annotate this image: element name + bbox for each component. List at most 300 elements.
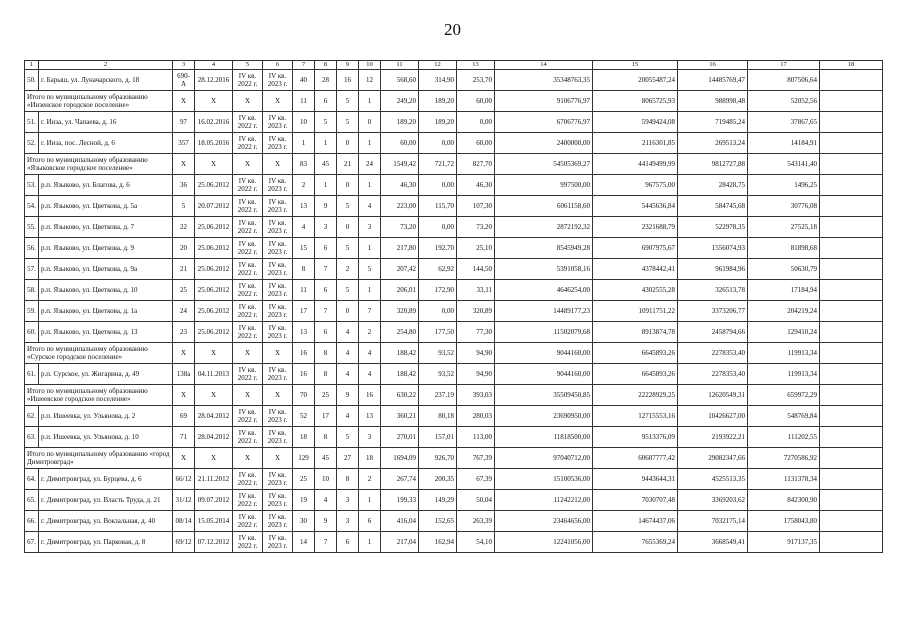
cell-col-5: IV кв. 2022 г. — [233, 427, 263, 448]
cell-col-15: 2321688,79 — [593, 217, 678, 238]
cell-col-14: 14489177,23 — [495, 301, 593, 322]
column-number-17: 17 — [748, 61, 820, 70]
cell-col-10: 1 — [359, 175, 381, 196]
cell-col-14: 54505369,27 — [495, 154, 593, 175]
row-number: 59. — [25, 301, 39, 322]
cell-col-3: 69/12 — [173, 532, 195, 553]
address-cell: р.п. Языково, ул. Цветкова, д. 10 — [39, 280, 173, 301]
cell-col-18 — [820, 196, 883, 217]
cell-col-9: 16 — [337, 70, 359, 91]
cell-col-15: 9443644,31 — [593, 469, 678, 490]
cell-col-3: 31/12 — [173, 490, 195, 511]
cell-col-8: 28 — [315, 70, 337, 91]
cell-col-10: 1 — [359, 238, 381, 259]
cell-col-10: 2 — [359, 469, 381, 490]
cell-col-3: X — [173, 91, 195, 112]
cell-col-7: 4 — [293, 217, 315, 238]
cell-col-4: X — [195, 385, 233, 406]
cell-col-16: 2278353,40 — [678, 343, 748, 364]
cell-col-9: 4 — [337, 343, 359, 364]
cell-col-13: 77,30 — [457, 322, 495, 343]
cell-col-7: 13 — [293, 322, 315, 343]
cell-col-14: 11502079,68 — [495, 322, 593, 343]
cell-col-9: 0 — [337, 133, 359, 154]
cell-col-5: IV кв. 2022 г. — [233, 490, 263, 511]
cell-col-6: IV кв. 2023 г. — [263, 490, 293, 511]
cell-col-6: IV кв. 2023 г. — [263, 238, 293, 259]
cell-col-12: 149,29 — [419, 490, 457, 511]
cell-col-15: 8913874,78 — [593, 322, 678, 343]
cell-col-15: 6645893,26 — [593, 343, 678, 364]
cell-col-17: 27525,18 — [748, 217, 820, 238]
address-cell: р.п. Языково, ул. Цветкова, д. 5а — [39, 196, 173, 217]
cell-col-15: 4302555,28 — [593, 280, 678, 301]
cell-col-10: 3 — [359, 427, 381, 448]
cell-col-15: 7030707,48 — [593, 490, 678, 511]
cell-col-17: 52052,56 — [748, 91, 820, 112]
cell-col-10: 0 — [359, 112, 381, 133]
cell-col-5: IV кв. 2022 г. — [233, 280, 263, 301]
cell-col-6: IV кв. 2023 г. — [263, 322, 293, 343]
cell-col-13: 60,00 — [457, 91, 495, 112]
cell-col-4: X — [195, 343, 233, 364]
row-number: 57. — [25, 259, 39, 280]
cell-col-8: 45 — [315, 154, 337, 175]
cell-col-13: 393,03 — [457, 385, 495, 406]
cell-col-5: IV кв. 2022 г. — [233, 196, 263, 217]
cell-col-15: 6907975,67 — [593, 238, 678, 259]
cell-col-12: 80,18 — [419, 406, 457, 427]
cell-col-10: 4 — [359, 343, 381, 364]
subtotal-row — [25, 343, 883, 364]
cell-col-7: 83 — [293, 154, 315, 175]
cell-col-16: 2458794,66 — [678, 322, 748, 343]
cell-col-3: 69 — [173, 406, 195, 427]
cell-col-11: 254,80 — [381, 322, 419, 343]
cell-col-11: 46,30 — [381, 175, 419, 196]
cell-col-13: 0,00 — [457, 112, 495, 133]
column-number-4: 4 — [195, 61, 233, 70]
cell-col-8: 8 — [315, 343, 337, 364]
cell-col-10: 4 — [359, 196, 381, 217]
cell-col-12: 157,01 — [419, 427, 457, 448]
cell-col-4: 04.11.2013 — [195, 364, 233, 385]
cell-col-14: 11818500,00 — [495, 427, 593, 448]
column-number-8: 8 — [315, 61, 337, 70]
cell-col-3: 690-А — [173, 70, 195, 91]
cell-col-13: 253,70 — [457, 70, 495, 91]
cell-col-15: 6645893,26 — [593, 364, 678, 385]
cell-col-14: 15100536,00 — [495, 469, 593, 490]
cell-col-18 — [820, 448, 883, 469]
cell-col-8: 6 — [315, 322, 337, 343]
cell-col-11: 320,89 — [381, 301, 419, 322]
cell-col-6: IV кв. 2023 г. — [263, 70, 293, 91]
cell-col-15: 44149499,99 — [593, 154, 678, 175]
cell-col-10: 1 — [359, 91, 381, 112]
table-row — [25, 301, 883, 322]
cell-col-6: IV кв. 2023 г. — [263, 511, 293, 532]
cell-col-18 — [820, 511, 883, 532]
cell-col-11: 1694,09 — [381, 448, 419, 469]
cell-col-6: IV кв. 2023 г. — [263, 532, 293, 553]
cell-col-18 — [820, 385, 883, 406]
address-cell: г. Барыш, ул. Луначарского, д. 18 — [39, 70, 173, 91]
row-number: 61. — [25, 364, 39, 385]
cell-col-8: 10 — [315, 469, 337, 490]
column-number-9: 9 — [337, 61, 359, 70]
cell-col-11: 416,04 — [381, 511, 419, 532]
cell-col-3: 23 — [173, 322, 195, 343]
cell-col-10: 7 — [359, 301, 381, 322]
cell-col-14: 97040712,00 — [495, 448, 593, 469]
cell-col-13: 33,11 — [457, 280, 495, 301]
address-cell: р.п. Языково, ул. Цветкова, д. 7 — [39, 217, 173, 238]
cell-col-9: 0 — [337, 175, 359, 196]
cell-col-6: X — [263, 343, 293, 364]
cell-col-10: 3 — [359, 217, 381, 238]
cell-col-14: 9044160,00 — [495, 343, 593, 364]
cell-col-14: 23464656,00 — [495, 511, 593, 532]
cell-col-4: X — [195, 91, 233, 112]
address-cell: р.п. Языково, ул. Цветкова, д. 9 — [39, 238, 173, 259]
cell-col-12: 93,52 — [419, 343, 457, 364]
address-cell: р.п. Ишеевка, ул. Ульянова, д. 10 — [39, 427, 173, 448]
cell-col-7: 1 — [293, 133, 315, 154]
address-cell: г. Димитровград, ул. Парковая, д. 8 — [39, 532, 173, 553]
cell-col-14: 11242212,00 — [495, 490, 593, 511]
cell-col-4: 09.07.2012 — [195, 490, 233, 511]
cell-col-11: 199,33 — [381, 490, 419, 511]
cell-col-11: 188,42 — [381, 343, 419, 364]
cell-col-10: 13 — [359, 406, 381, 427]
subtotal-label: Итого по муниципальному образованию «Языковское городское поселение» — [25, 154, 173, 175]
cell-col-9: 2 — [337, 259, 359, 280]
table-row — [25, 112, 883, 133]
cell-col-16: 4525513,35 — [678, 469, 748, 490]
cell-col-12: 152,65 — [419, 511, 457, 532]
cell-col-8: 6 — [315, 238, 337, 259]
cell-col-12: 93,52 — [419, 364, 457, 385]
cell-col-8: 7 — [315, 532, 337, 553]
cell-col-3: 21 — [173, 259, 195, 280]
column-number-16: 16 — [678, 61, 748, 70]
table-row — [25, 490, 883, 511]
cell-col-12: 314,90 — [419, 70, 457, 91]
cell-col-15: 2116301,85 — [593, 133, 678, 154]
cell-col-10: 1 — [359, 532, 381, 553]
cell-col-17: 543141,40 — [748, 154, 820, 175]
cell-col-13: 107,30 — [457, 196, 495, 217]
cell-col-16: 12620549,31 — [678, 385, 748, 406]
cell-col-8: 9 — [315, 511, 337, 532]
subtotal-row — [25, 154, 883, 175]
cell-col-7: 16 — [293, 343, 315, 364]
cell-col-6: IV кв. 2023 г. — [263, 427, 293, 448]
cell-col-13: 280,03 — [457, 406, 495, 427]
cell-col-4: 25.06.2012 — [195, 238, 233, 259]
cell-col-12: 0,00 — [419, 133, 457, 154]
cell-col-5: IV кв. 2022 г. — [233, 532, 263, 553]
cell-col-3: 20 — [173, 238, 195, 259]
cell-col-12: 0,00 — [419, 217, 457, 238]
cell-col-5: IV кв. 2022 г. — [233, 259, 263, 280]
cell-col-15: 14674437,06 — [593, 511, 678, 532]
cell-col-9: 5 — [337, 91, 359, 112]
cell-col-7: 16 — [293, 364, 315, 385]
cell-col-7: 14 — [293, 532, 315, 553]
column-number-1: 1 — [25, 61, 39, 70]
address-cell: г. Инза, ул. Чапаева, д. 16 — [39, 112, 173, 133]
cell-col-3: 22 — [173, 217, 195, 238]
cell-col-9: 8 — [337, 469, 359, 490]
cell-col-9: 5 — [337, 238, 359, 259]
address-cell: р.п. Сурское, ул. Жигарина, д. 49 — [39, 364, 173, 385]
row-number: 56. — [25, 238, 39, 259]
table-row — [25, 70, 883, 91]
cell-col-6: IV кв. 2023 г. — [263, 364, 293, 385]
cell-col-7: 11 — [293, 91, 315, 112]
table-row — [25, 406, 883, 427]
cell-col-13: 54,10 — [457, 532, 495, 553]
cell-col-8: 1 — [315, 133, 337, 154]
cell-col-7: 52 — [293, 406, 315, 427]
column-number-2: 2 — [39, 61, 173, 70]
cell-col-17: 7270586,92 — [748, 448, 820, 469]
cell-col-5: IV кв. 2022 г. — [233, 301, 263, 322]
cell-col-16: 3373206,77 — [678, 301, 748, 322]
cell-col-17: 1496,25 — [748, 175, 820, 196]
cell-col-4: 25.06.2012 — [195, 322, 233, 343]
cell-col-13: 46,30 — [457, 175, 495, 196]
cell-col-17: 917137,35 — [748, 532, 820, 553]
cell-col-8: 9 — [315, 196, 337, 217]
cell-col-9: 6 — [337, 532, 359, 553]
cell-col-17: 81898,68 — [748, 238, 820, 259]
row-number: 65. — [25, 490, 39, 511]
cell-col-6: IV кв. 2023 г. — [263, 217, 293, 238]
cell-col-3: X — [173, 343, 195, 364]
cell-col-3: 25 — [173, 280, 195, 301]
cell-col-13: 94,90 — [457, 364, 495, 385]
cell-col-16: 961984,96 — [678, 259, 748, 280]
table-row — [25, 532, 883, 553]
column-number-14: 14 — [495, 61, 593, 70]
cell-col-11: 73,20 — [381, 217, 419, 238]
cell-col-4: 07.12.2012 — [195, 532, 233, 553]
table-row — [25, 238, 883, 259]
cell-col-17: 111202,55 — [748, 427, 820, 448]
cell-col-13: 827,70 — [457, 154, 495, 175]
cell-col-18 — [820, 490, 883, 511]
cell-col-14: 35348763,35 — [495, 70, 593, 91]
cell-col-16: 7032175,14 — [678, 511, 748, 532]
cell-col-13: 263,39 — [457, 511, 495, 532]
subtotal-row — [25, 385, 883, 406]
cell-col-14: 9044160,00 — [495, 364, 593, 385]
cell-col-7: 129 — [293, 448, 315, 469]
cell-col-17: 1758043,80 — [748, 511, 820, 532]
cell-col-8: 25 — [315, 385, 337, 406]
cell-col-13: 320,89 — [457, 301, 495, 322]
cell-col-17: 842300,90 — [748, 490, 820, 511]
cell-col-16: 326513,78 — [678, 280, 748, 301]
cell-col-14: 5391058,16 — [495, 259, 593, 280]
cell-col-9: 3 — [337, 511, 359, 532]
cell-col-5: IV кв. 2022 г. — [233, 175, 263, 196]
subtotal-row — [25, 448, 883, 469]
row-number: 58. — [25, 280, 39, 301]
cell-col-14: 12241056,00 — [495, 532, 593, 553]
row-number: 60. — [25, 322, 39, 343]
row-number: 51. — [25, 112, 39, 133]
cell-col-8: 8 — [315, 427, 337, 448]
cell-col-3: X — [173, 154, 195, 175]
cell-col-16: 1556074,93 — [678, 238, 748, 259]
cell-col-16: 3369203,62 — [678, 490, 748, 511]
table-row — [25, 364, 883, 385]
cell-col-14: 6706776,97 — [495, 112, 593, 133]
row-number: 62. — [25, 406, 39, 427]
cell-col-14: 8545949,28 — [495, 238, 593, 259]
cell-col-4: 25.06.2012 — [195, 217, 233, 238]
cell-col-10: 5 — [359, 259, 381, 280]
cell-col-16: 584745,68 — [678, 196, 748, 217]
cell-col-4: 25.06.2012 — [195, 175, 233, 196]
cell-col-11: 188,42 — [381, 364, 419, 385]
cell-col-16: 522978,35 — [678, 217, 748, 238]
cell-col-16: 3668549,41 — [678, 532, 748, 553]
column-number-5: 5 — [233, 61, 263, 70]
cell-col-9: 4 — [337, 406, 359, 427]
cell-col-14: 2872192,32 — [495, 217, 593, 238]
cell-col-18 — [820, 343, 883, 364]
address-cell: р.п. Ишеевка, ул. Ульянова, д. 2 — [39, 406, 173, 427]
cell-col-4: 21.11.2012 — [195, 469, 233, 490]
subtotal-label: Итого по муниципальному образованию «Сурское городское поселение» — [25, 343, 173, 364]
cell-col-17: 30776,08 — [748, 196, 820, 217]
subtotal-label: Итого по муниципальному образованию «город Димитровград» — [25, 448, 173, 469]
cell-col-3: 71 — [173, 427, 195, 448]
cell-col-14: 23690950,00 — [495, 406, 593, 427]
cell-col-16: 29082347,66 — [678, 448, 748, 469]
cell-col-7: 8 — [293, 259, 315, 280]
cell-col-17: 37867,65 — [748, 112, 820, 133]
table-row — [25, 427, 883, 448]
address-cell: р.п. Языково, ул. Цветкова, д. 9а — [39, 259, 173, 280]
page-number: 20 — [444, 20, 461, 39]
cell-col-3: X — [173, 385, 195, 406]
column-number-6: 6 — [263, 61, 293, 70]
cell-col-16: 719485,24 — [678, 112, 748, 133]
cell-col-5: IV кв. 2022 г. — [233, 70, 263, 91]
cell-col-4: 25.06.2012 — [195, 280, 233, 301]
address-cell: г. Димитровград, ул. Бурцева, д. 6 — [39, 469, 173, 490]
address-cell: р.п. Языково, ул. Цветкова, д. 13 — [39, 322, 173, 343]
cell-col-5: IV кв. 2022 г. — [233, 217, 263, 238]
cell-col-10: 4 — [359, 364, 381, 385]
cell-col-11: 360,21 — [381, 406, 419, 427]
cell-col-16: 988998,48 — [678, 91, 748, 112]
cell-col-4: 25.06.2012 — [195, 301, 233, 322]
cell-col-4: 28.04.2012 — [195, 406, 233, 427]
cell-col-18 — [820, 175, 883, 196]
cell-col-9: 3 — [337, 490, 359, 511]
cell-col-8: 3 — [315, 217, 337, 238]
address-cell: р.п. Языково, ул. Благова, д. 6 — [39, 175, 173, 196]
column-number-7: 7 — [293, 61, 315, 70]
cell-col-9: 5 — [337, 112, 359, 133]
cell-col-17: 548769,84 — [748, 406, 820, 427]
cell-col-15: 5445636,84 — [593, 196, 678, 217]
table-row — [25, 259, 883, 280]
cell-col-10: 1 — [359, 133, 381, 154]
cell-col-5: X — [233, 343, 263, 364]
table-row — [25, 133, 883, 154]
cell-col-5: IV кв. 2022 г. — [233, 406, 263, 427]
cell-col-6: IV кв. 2023 г. — [263, 280, 293, 301]
cell-col-18 — [820, 427, 883, 448]
cell-col-5: X — [233, 154, 263, 175]
housing-register-table — [24, 60, 883, 553]
cell-col-17: 204219,24 — [748, 301, 820, 322]
cell-col-11: 189,20 — [381, 112, 419, 133]
cell-col-10: 12 — [359, 70, 381, 91]
cell-col-11: 630,22 — [381, 385, 419, 406]
table-row — [25, 469, 883, 490]
cell-col-9: 5 — [337, 427, 359, 448]
table-row — [25, 511, 883, 532]
cell-col-18 — [820, 133, 883, 154]
subtotal-label: Итого по муниципальному образованию «Инзенское городское поселение» — [25, 91, 173, 112]
cell-col-9: 4 — [337, 322, 359, 343]
cell-col-11: 207,42 — [381, 259, 419, 280]
cell-col-8: 6 — [315, 91, 337, 112]
table-row — [25, 196, 883, 217]
cell-col-13: 113,00 — [457, 427, 495, 448]
cell-col-8: 7 — [315, 259, 337, 280]
cell-col-17: 50630,79 — [748, 259, 820, 280]
cell-col-17: 1131378,34 — [748, 469, 820, 490]
row-number: 53. — [25, 175, 39, 196]
cell-col-6: X — [263, 385, 293, 406]
cell-col-15: 12715553,16 — [593, 406, 678, 427]
cell-col-18 — [820, 259, 883, 280]
cell-col-7: 11 — [293, 280, 315, 301]
cell-col-15: 4378442,41 — [593, 259, 678, 280]
cell-col-13: 94,90 — [457, 343, 495, 364]
cell-col-12: 237,19 — [419, 385, 457, 406]
cell-col-18 — [820, 154, 883, 175]
cell-col-6: IV кв. 2023 г. — [263, 406, 293, 427]
column-number-12: 12 — [419, 61, 457, 70]
cell-col-8: 8 — [315, 364, 337, 385]
cell-col-12: 192,70 — [419, 238, 457, 259]
cell-col-11: 267,74 — [381, 469, 419, 490]
cell-col-5: IV кв. 2022 г. — [233, 322, 263, 343]
cell-col-15: 10911751,22 — [593, 301, 678, 322]
cell-col-5: IV кв. 2022 г. — [233, 469, 263, 490]
cell-col-6: IV кв. 2023 г. — [263, 133, 293, 154]
cell-col-5: IV кв. 2022 г. — [233, 511, 263, 532]
cell-col-17: 14184,91 — [748, 133, 820, 154]
cell-col-6: X — [263, 91, 293, 112]
column-number-3: 3 — [173, 61, 195, 70]
cell-col-7: 17 — [293, 301, 315, 322]
cell-col-13: 144,50 — [457, 259, 495, 280]
cell-col-12: 189,20 — [419, 91, 457, 112]
cell-col-6: X — [263, 448, 293, 469]
